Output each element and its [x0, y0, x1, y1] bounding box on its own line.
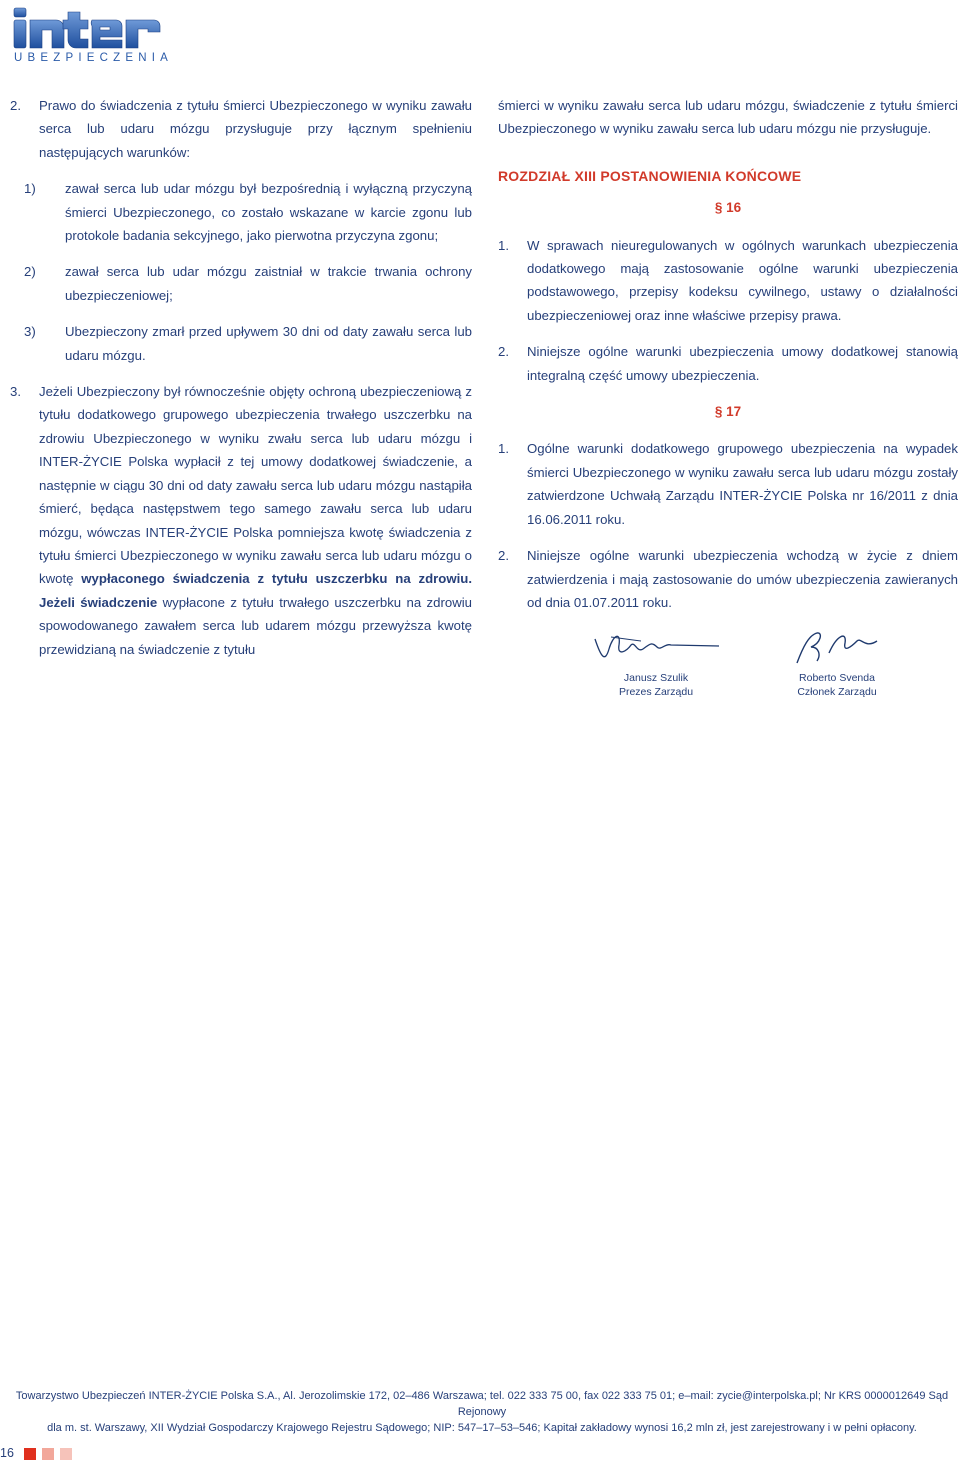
- decorative-square-icon: [42, 1448, 54, 1460]
- chapter-heading: ROZDZIAŁ XIII POSTANOWIENIA KOŃCOWE: [498, 167, 802, 184]
- condition-2: [10, 260, 472, 307]
- decorative-square-icon: [24, 1448, 36, 1460]
- clause-3: [10, 380, 472, 661]
- company-footer: [10, 1388, 954, 1436]
- clause-text-end: wypłacone z tytułu trwałego uszczerbku na zdrowiu spowodowanego zawałem serca lub udarem mózgu przewyższa kwotę przewidzianą na świadczenie z tytułu: [39, 594, 472, 657]
- signature-board-member: [772, 627, 902, 699]
- footer-line-1: Towarzystwo Ubezpieczeń INTER-ŻYCIE Polska S.A., Al. Jerozolimskie 172, 02–486 Warszawa; tel. 022 333 75 00, fax 022 333 75 01; e–mail: zycie@interpolska.pl; Nr KRS 0000012649 Sąd Rejonowy: [15, 1390, 949, 1418]
- continuation-text: śmierci w wyniku zawału serca lub udaru mózgu, świadczenie z tytułu śmierci Ubezpieczonego w wyniku zawału serca lub udaru mózgu nie przysługuje.: [498, 98, 958, 137]
- clause-text: Niniejsze ogólne warunki ubezpieczenia wchodzą w życie z dniem zatwierdzenia i mają zastosowanie do umów ubezpieczenia zawieranych od dnia 01.07.2011 roku.: [527, 548, 958, 610]
- condition-1: [10, 177, 472, 247]
- clause-2: [10, 94, 472, 164]
- condition-number: 1): [24, 181, 36, 197]
- section-16-clause-1: [498, 234, 958, 328]
- clause-number: 2.: [498, 548, 509, 564]
- condition-text: Ubezpieczony zmarł przed upływem 30 dni od daty zawału serca lub udaru mózgu.: [65, 324, 472, 363]
- section-16-heading: § 16: [714, 200, 742, 216]
- clause-text: Prawo do świadczenia z tytułu śmierci Ubezpieczonego w wyniku zawału serca lub udaru mózgu przysługuje przy łącznym spełnieniu następujących warunków:: [39, 98, 472, 160]
- clause-text: W sprawach nieuregulowanych w ogólnych warunkach ubezpieczenia dodatkowego mają zastosowanie ogólne warunki ubezpieczenia podstawowego, przepisy kodeksu cywilnego, ustawy o działalności ubezpieczeniowej oraz inne właściwe przepisy prawa.: [527, 237, 958, 323]
- handwritten-signature-icon: [787, 627, 887, 667]
- clause-number: 2.: [10, 98, 21, 113]
- clause-number: 1.: [498, 237, 509, 253]
- signatory-role: Członek Zarządu: [797, 686, 877, 699]
- signatory-name: Roberto Svenda: [799, 672, 875, 685]
- clause-text-bold: wypłaconego świadczenia z tytułu uszczerbku na zdrowiu. Jeżeli świadczenie: [39, 571, 472, 610]
- logo-wordmark: [12, 6, 164, 52]
- left-column: [10, 94, 472, 674]
- condition-number: 3): [24, 324, 36, 340]
- section-17-clause-1: [498, 437, 958, 531]
- section-16-clause-2: [498, 340, 958, 387]
- signatory-name: Janusz Szulik: [623, 672, 689, 685]
- section-17-heading: § 17: [714, 404, 742, 420]
- condition-text: zawał serca lub udar mózgu był bezpośrednią i wyłączną przyczyną śmierci Ubezpieczonego, co zostało wskazane w karcie zgonu lub protokole badania sekcyjnego, jako pierwotna przyczyna zgonu;: [65, 181, 472, 244]
- section-17-clause-2: [498, 544, 958, 614]
- clause-number: 3.: [10, 384, 21, 400]
- condition-number: 2): [24, 264, 36, 280]
- condition-text: zawał serca lub udar mózgu zaistniał w trakcie trwania ochrony ubezpieczeniowej;: [65, 264, 472, 303]
- clause-text: Ogólne warunki dodatkowego grupowego ubezpieczenia na wypadek śmierci Ubezpieczonego w wyniku zawału serca lub udaru mózgu zostały zatwierdzone Uchwałą Zarządu INTER-ŻYCIE Polska nr 16/2011 z dnia 16.06.2011 roku.: [527, 441, 958, 527]
- footer-line-2: dla m. st. Warszawy, XII Wydział Gospodarczy Krajowego Rejestru Sądowego; NIP: 547–17–53–546; Kapitał zakładowy wynosi 16,2 mln zł, jest zarejestrowany i w pełni opłacony.: [47, 1422, 917, 1434]
- right-column: [498, 94, 958, 717]
- signatory-role: Prezes Zarządu: [618, 686, 694, 699]
- signature-president: [586, 627, 726, 699]
- clause-number: 2.: [498, 344, 509, 360]
- clause-text: Jeżeli Ubezpieczony był równocześnie objęty ochroną ubezpieczeniową z tytułu dodatkowego grupowego ubezpieczenia trwałego uszczerbku na zdrowiu Ubezpieczonego w wyniku zwału serca lub udaru mózgu i INTER-ŻYCIE Polska wypłacił z tej umowy dodatkowej świadczenie, a następnie w ciągu 30 dni od daty zawału serca lub udaru mózgu nastąpiła śmierć, będąca następstwem tego samego zawału serca lub udaru mózgu, wówczas INTER-ŻYCIE Polska pomniejsza kwotę świadczenia z tytułu śmierci Ubezpieczonego w wyniku zawału serca lub udaru mózgu o kwotę: [39, 384, 472, 587]
- clause-number: 1.: [498, 441, 509, 457]
- condition-3: [10, 320, 472, 367]
- handwritten-signature-icon: [591, 627, 721, 667]
- company-logo: [12, 6, 173, 66]
- page-number: 16: [0, 1446, 14, 1460]
- decorative-square-icon: [60, 1448, 72, 1460]
- signatures: [498, 627, 958, 717]
- clause-text: Niniejsze ogólne warunki ubezpieczenia umowy dodatkowej stanowią integralną część umowy ubezpieczenia.: [527, 344, 958, 383]
- logo-subtitle: UBEZPIECZENIA: [14, 52, 173, 64]
